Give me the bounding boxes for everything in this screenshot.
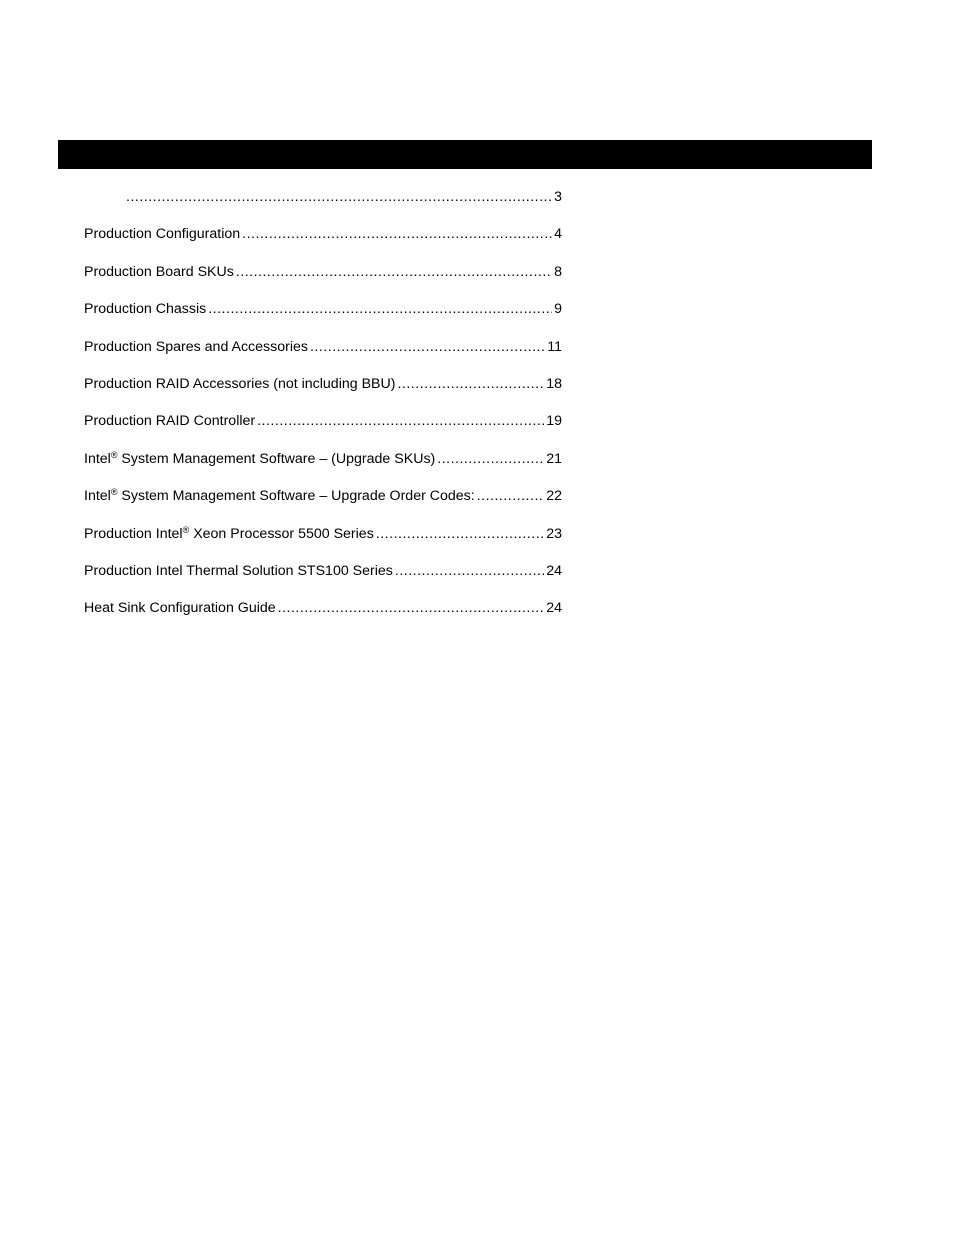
toc-title-part: System Management Software – Upgrade Order Codes: xyxy=(121,488,475,505)
toc-leader-dots xyxy=(437,449,544,469)
toc-page-number: 18 xyxy=(546,375,562,392)
toc-entry-title xyxy=(84,524,374,544)
toc-entry-production-intel-xeon[interactable] xyxy=(84,524,562,561)
toc-entry-title: Production Spares and Accessories xyxy=(84,338,308,355)
toc-entry-title: Production RAID Controller xyxy=(84,413,256,430)
toc-entry-title xyxy=(84,449,435,469)
registered-mark: ® xyxy=(182,524,190,535)
toc-entry-production-raid-controller[interactable] xyxy=(84,411,562,448)
toc-entry-production-board-skus[interactable] xyxy=(84,262,562,299)
toc-entry-production-intel-thermal[interactable] xyxy=(84,561,562,598)
toc-leader-dots xyxy=(376,524,544,544)
toc-page-number: 24 xyxy=(546,600,562,617)
toc-leader-dots xyxy=(236,262,552,282)
toc-title-part: System Management Software – (Upgrade SKUs) xyxy=(121,450,436,467)
toc-entry-production-configuration[interactable] xyxy=(84,224,562,261)
toc-page-number: 24 xyxy=(546,562,562,579)
toc-entry-title: Heat Sink Configuration Guide xyxy=(84,600,276,617)
toc-page-number: 21 xyxy=(546,450,562,467)
header-bar xyxy=(58,140,872,169)
toc-title-part: Production Intel xyxy=(84,525,183,542)
toc-title-part: Intel xyxy=(84,488,111,505)
toc-entry-title: Production Configuration xyxy=(84,226,241,243)
toc-entry[interactable] xyxy=(84,187,562,224)
toc-entry-title: Production Board SKUs xyxy=(84,263,234,280)
toc-page-number: 8 xyxy=(554,263,562,280)
toc-page-number: 3 xyxy=(554,189,562,205)
toc-page-number: 9 xyxy=(554,301,562,318)
table-of-contents xyxy=(84,187,562,636)
toc-leader-dots xyxy=(395,561,544,581)
registered-mark: ® xyxy=(110,487,118,498)
toc-page-number: 19 xyxy=(546,413,562,430)
toc-leader-dots xyxy=(278,598,545,618)
registered-mark: ® xyxy=(110,449,118,460)
toc-entry-production-spares-accessories[interactable] xyxy=(84,337,562,374)
toc-title-part: Xeon Processor 5500 Series xyxy=(193,525,374,542)
toc-leader-dots xyxy=(126,187,552,207)
toc-entry-production-raid-accessories[interactable] xyxy=(84,374,562,411)
toc-entry-title: Production Intel Thermal Solution STS100 Series xyxy=(84,562,393,579)
toc-entry-heat-sink-guide[interactable] xyxy=(84,598,562,635)
toc-leader-dots xyxy=(208,299,552,319)
toc-entry-title: Production Chassis xyxy=(84,301,207,318)
toc-entry-intel-smsw-upgrade-skus[interactable] xyxy=(84,449,562,486)
toc-page-number: 22 xyxy=(546,488,562,505)
toc-entry-title: Production RAID Accessories (not including BBU) xyxy=(84,375,396,392)
toc-title-part: Intel xyxy=(84,450,111,467)
toc-entry-production-chassis[interactable] xyxy=(84,299,562,336)
toc-leader-dots xyxy=(397,374,544,394)
toc-page-number: 23 xyxy=(546,525,562,542)
toc-leader-dots xyxy=(477,486,545,506)
toc-leader-dots xyxy=(310,337,545,357)
toc-leader-dots xyxy=(257,411,544,431)
toc-entry-title xyxy=(84,486,475,506)
toc-leader-dots xyxy=(242,224,552,244)
toc-page-number: 4 xyxy=(554,226,562,243)
toc-entry-intel-smsw-upgrade-order-codes[interactable] xyxy=(84,486,562,523)
toc-page-number: 11 xyxy=(547,338,562,355)
